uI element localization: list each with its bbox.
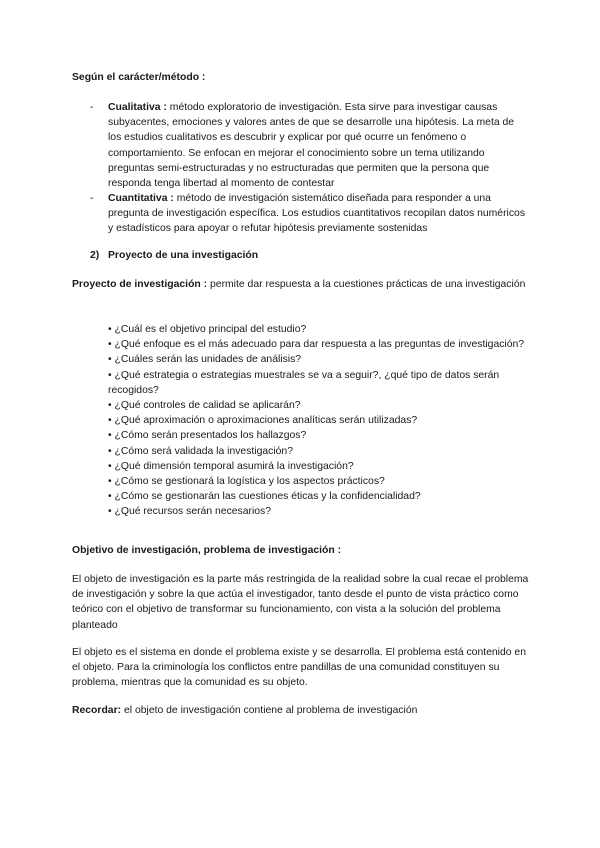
proyecto-definition: permite dar respuesta a la cuestiones prácticas de una investigación xyxy=(207,279,526,290)
term-cualitativa: Cualitativa : xyxy=(108,102,167,113)
list-item: • ¿Cómo será validada la investigación? xyxy=(108,445,293,457)
term-recordar: Recordar: xyxy=(72,705,122,716)
remember-note xyxy=(72,703,530,718)
list-item: • ¿Qué recursos serán necesarios? xyxy=(108,506,272,518)
list-item: • ¿Cuáles serán las unidades de análisis? xyxy=(108,354,302,366)
paragraph-objeto-2: El objeto es el sistema en donde el problema existe y se desarrolla. El problema está contenido en el objeto. Para la criminología los conflictos entre pandillas de una comunidad constituyen su problema, mientras que la comunidad es su objeto. xyxy=(72,647,526,689)
proyecto-intro xyxy=(72,277,530,292)
paragraph-objeto-1: El objeto de investigación es la parte más restringida de la realidad sobre la cual recae el problema de investigación y sobre la que actúa el investigador, tanto desde el punto de vista práctico como teórico con el objetivo de transformar su funcionamiento, con vista a la solución del problema planteado xyxy=(72,574,529,631)
list-item: • ¿Qué estrategia o estrategias muestrales se va a seguir?, ¿qué tipo de datos serán recogidos? xyxy=(108,369,500,396)
list-item: • ¿Qué controles de calidad se aplicarán? xyxy=(108,400,301,412)
list-item: • ¿Cómo se gestionarán las cuestiones éticas y la confidencialidad? xyxy=(108,491,421,503)
dash-marker: - xyxy=(90,102,94,113)
section-heading-proyecto xyxy=(90,248,530,263)
list-item: • ¿Cuál es el objetivo principal del estudio? xyxy=(108,324,307,335)
list-item-cuantitativa xyxy=(90,191,530,237)
list-item: • ¿Cómo se gestionará la logística y los aspectos prácticos? xyxy=(108,476,385,488)
definition-cualitativa: método exploratorio de investigación. Esta sirve para investigar causas subyacentes, emociones y valores antes de que se desarrolle una hipótesis. La meta de los estudios cualitativos es descubrir y explicar por qué ocurre un fenómeno o comportamiento. Se enfocan en mejorar el conocimiento sobre un tema utilizando preguntas semi-estructuradas y no estructuradas que permiten que la persona que responda tenga libertad al momento de contestar xyxy=(108,102,515,190)
list-item: • ¿Qué enfoque es el más adecuado para dar respuesta a las preguntas de investigación? xyxy=(108,339,525,351)
question-list xyxy=(108,322,530,520)
section-heading-caracter-metodo: Según el carácter/método : xyxy=(72,72,206,83)
list-item-cualitativa xyxy=(90,100,530,191)
list-item: • ¿Cómo serán presentados los hallazgos? xyxy=(108,430,307,442)
list-item: • ¿Qué dimensión temporal asumirá la investigación? xyxy=(108,460,354,472)
dash-marker: - xyxy=(90,193,94,204)
section-number: 2) xyxy=(90,250,100,261)
remember-text: el objeto de investigación contiene al problema de investigación xyxy=(121,705,418,716)
section-heading-objetivo: Objetivo de investigación, problema de investigación : xyxy=(72,545,342,556)
definition-cuantitativa: método de investigación sistemático diseñada para responder a una pregunta de investigación específica. Los estudios cuantitativos recopilan datos numéricos y estadísticos para apoyar o refutar hipótesis previamente sostenidas xyxy=(108,193,526,235)
term-proyecto: Proyecto de investigación : xyxy=(72,279,208,290)
section-title: Proyecto de una investigación xyxy=(108,250,259,261)
term-cuantitativa: Cuantitativa : xyxy=(108,193,174,204)
list-item: • ¿Qué aproximación o aproximaciones analíticas serán utilizadas? xyxy=(108,415,418,427)
